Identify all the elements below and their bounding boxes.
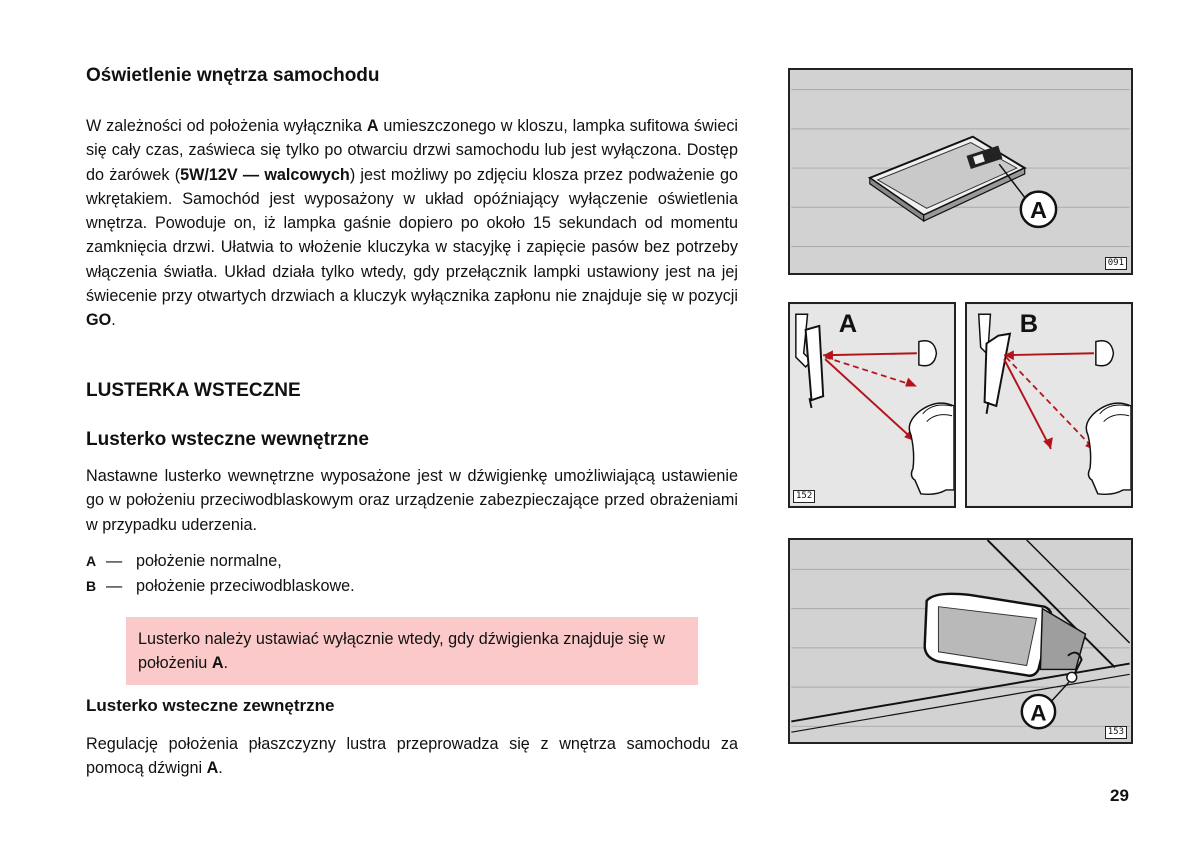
list-text: położenie normalne, [136,552,282,570]
figure-number: 091 [1105,257,1127,270]
list-item [86,549,282,573]
warning-note [126,617,698,685]
list-item [86,574,355,598]
text-run: Regulację położenia płaszczyzny lustra przeprowadza się z wnętrza samochodu za pomocą dźwigni [86,735,738,778]
bold-run: A [366,117,379,135]
callout-label: A [1029,197,1047,224]
page-number: 29 [1110,786,1129,805]
text-run: . [111,311,116,330]
text-run: . [223,654,229,672]
position-label: A [838,309,858,338]
bold-run: A [206,759,219,778]
section-title-interior-light: Oświetlenie wnętrza samochodu [86,65,380,86]
figure-interior-lamp [788,68,1133,275]
interior-mirror-paragraph: Nastawne lusterko wewnętrzne wyposażone jest w dźwigienkę umożliwiającą ustawienie go w położeniu przeciwodblaskowym oraz urządzenie zabezpieczające przed obrażeniami w przypadku uderzenia. [86,467,738,534]
figure-mirror-position-a [788,302,956,508]
list-dash: — [106,577,123,595]
list-key: A [86,553,97,569]
list-key: B [86,578,97,594]
list-dash: — [106,552,123,570]
bold-run: GO [86,311,112,330]
subsection-title-exterior-mirror: Lusterko wsteczne zewnętrzne [86,696,335,715]
list-text: położenie przeciwodblaskowe. [136,577,355,595]
text-run: W zależności od położenia wyłącznika [86,117,367,135]
figure-mirror-position-b [965,302,1133,508]
figure-number: 153 [1105,726,1127,739]
text-run: ) jest możliwy po zdjęciu klosza przez podważenie go wkrętakiem. Samochód jest wyposażony w układ opóźniający wyłączenie oświetlenia wnętrza. Powoduje on, iż lampka gaśnie dopiero po około 15 sekundach od momentu zamknięcia drzwi. Ułatwia to włożenie kluczyka w stacyjkę i zapięcie pasów bez potrzeby włączenia światła. Układ działa tylko wtedy, gdy przełącznik lampki ustawiony jest na jej świecenie przy otwartych drzwiach a kluczyk wyłącznika zapłonu nie znajduje się w pozycji [86,165,738,306]
callout-label: A [1030,700,1047,726]
exterior-mirror-paragraph [86,732,738,781]
bold-run: A [211,654,224,672]
position-label: B [1019,309,1039,338]
text-run: Lusterko należy ustawiać wyłącznie wtedy, gdy dźwigienka znajduje się w położeniu [138,630,665,672]
subsection-title-interior-mirror: Lusterko wsteczne wewnętrzne [86,429,369,450]
exterior-mirror-illustration [790,540,1131,742]
mirror-position-b-illustration [967,304,1131,506]
mirror-position-a-illustration [790,304,954,506]
section-title-mirrors: LUSTERKA WSTECZNE [86,380,301,401]
text-run: umieszczonego w kloszu, lampka sufitowa świeci się cały czas, zaświeca się tylko po otwarciu drzwi samochodu lub jest wyłączona. Dostęp do żarówek ( [86,117,739,184]
figure-exterior-mirror [788,538,1133,744]
interior-lamp-illustration [790,70,1131,273]
figure-number: 152 [793,490,815,503]
interior-light-paragraph [86,114,738,333]
text-run: . [218,759,223,778]
bold-run: 5W/12V — walcowych [180,165,350,184]
